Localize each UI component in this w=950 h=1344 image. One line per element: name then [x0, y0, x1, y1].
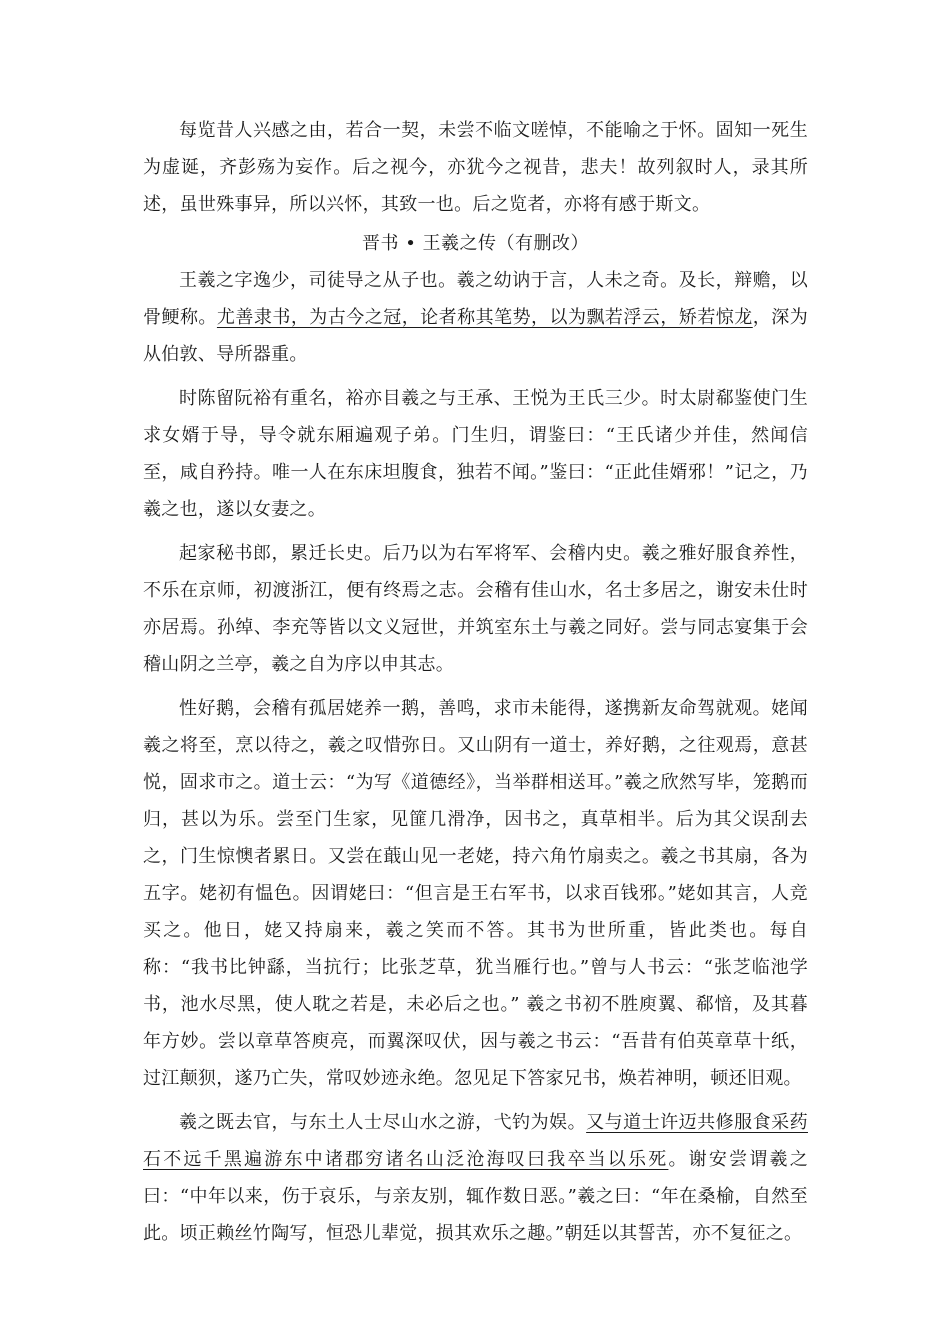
- underlined-sentence: 又与道士许迈共修服食采药石不远千黑遍游东中诸郡穷诸名山泛沧海叹曰我卒当以乐死: [143, 1112, 808, 1170]
- paragraph-lanting-excerpt: 每览昔人兴感之由，若合一契，未尝不临文嗟悼，不能喻之于怀。固知一死生为虚诞，齐彭殇为妄作。后之视今，亦犹今之视昔，悲夫！故列叙时人，录其所述，虽世殊事异，所以兴怀，其致一也。后之览者，亦将有感于斯文。: [143, 120, 808, 215]
- paragraph-career: 起家秘书郎，累迁长史。后乃以为右军将军、会稽内史。羲之雅好服食养性，不乐在京师，初渡浙江，便有终焉之志。会稽有佳山水，名士多居之，谢安未仕时亦居焉。孙绰、李充等皆以文义冠世，并筑室东土与羲之同好。尝与同志宴集于会稽山阴之兰亭，羲之自为序以申其志。: [143, 543, 808, 675]
- paragraph-text: ，深为从伯敦、导所器重。: [143, 307, 809, 365]
- underlined-sentence: 尤善隶书，为古今之冠，论者称其笔势，以为飘若浮云，矫若惊龙: [216, 307, 753, 328]
- document-body: [143, 112, 808, 1252]
- paragraph-text: 王羲之字逸少，司徒导之从子也。羲之幼讷于言，人未之奇。及长，辩赡，以骨鲠称。: [143, 270, 808, 328]
- paragraph-biography-intro: [143, 262, 808, 373]
- paragraph-retirement: [143, 1104, 808, 1252]
- paragraph-text: 羲之既去官，与东土人士尽山水之游，弋钓为娱。: [179, 1112, 587, 1133]
- passage-title: 晋书 • 王羲之传（有删改）: [361, 233, 590, 254]
- paragraph-text: 。谢安尝谓羲之曰：“中年以来，伤于哀乐，与亲友别，辄作数日恶。”羲之曰：“年在桑榆，自然至此。顷正赖丝竹陶写，恒恐儿辈觉，损其欢乐之趣。”朝廷以其誓苦，亦不复征之。: [143, 1149, 808, 1244]
- paragraph-geese-and-calligraphy: 性好鹅，会稽有孤居姥养一鹅，善鸣，求市未能得，遂携新友命驾就观。姥闻羲之将至，烹以待之，羲之叹惜弥日。又山阴有一道士，养好鹅，之往观焉，意甚悦，固求市之。道士云：“为写《道德经》，当举群相送耳。”羲之欣然写毕，笼鹅而归，甚以为乐。尝至门生家，见篚几滑净，因书之，真草相半。后为其父误刮去之，门生惊懊者累日。又尝在蕺山见一老姥，持六角竹扇卖之。羲之书其扇，各为五字。姥初有愠色。因谓姥曰：“但言是王右军书，以求百钱邪。”姥如其言，人竞买之。他日，姥又持扇来，羲之笑而不答。其书为世所重，皆此类也。每自称：“我书比钟繇，当抗行；比张芝草，犹当雁行也。”曾与人书云：“张芝临池学书，池水尽黑，使人耽之若是，未必后之也。” 羲之书初不胜庾翼、郗愔，及其暮年方妙。尝以章草答庾亮，而翼深叹伏，因与羲之书云：“吾昔有伯英章草十纸，过江颠狈，遂乃亡失，常叹妙迹永绝。忽见足下答家兄书，焕若神明，顿还旧观。: [143, 698, 808, 1089]
- paragraph-son-in-law: 时陈留阮裕有重名，裕亦目羲之与王承、王悦为王氏三少。时太尉郗鉴使门生求女婿于导，导令就东厢遍观子弟。门生归，谓鉴曰：“王氏诸少并佳，然闻信至，咸自矜持。唯一人在东床坦腹食，独若不闻。”鉴曰：“正此佳婿邪！”记之，乃羲之也，遂以女妻之。: [143, 388, 808, 520]
